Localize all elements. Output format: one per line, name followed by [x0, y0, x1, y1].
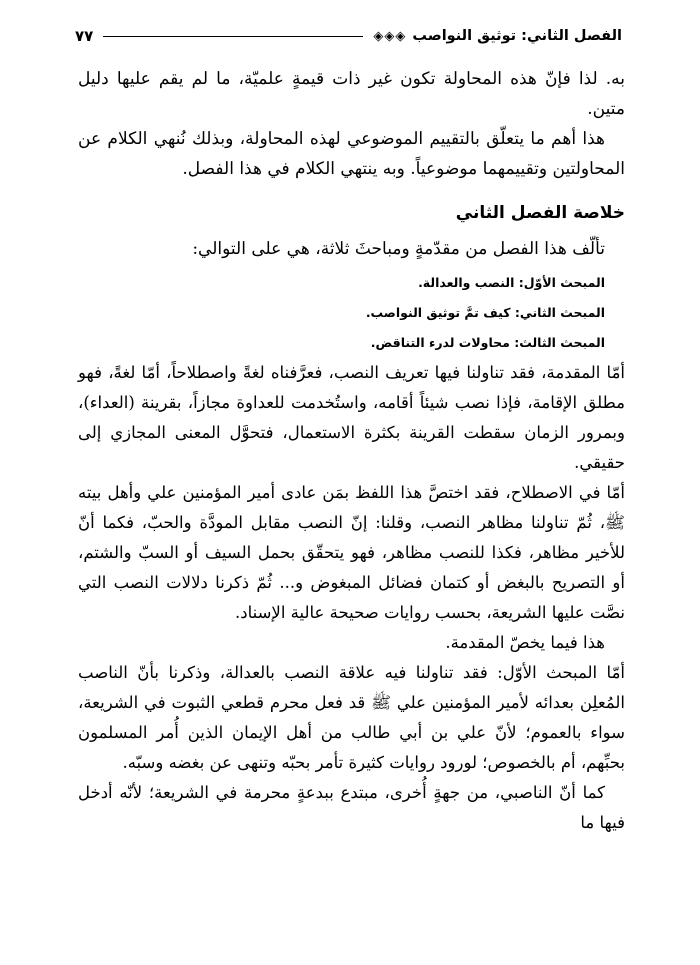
ornament-diamonds-icon: ◈◈◈	[373, 28, 407, 44]
paragraph-terminology-summary: أمّا في الاصطلاح، فقد اختصَّ هذا اللفظ بمَن عادى أمير المؤمنين علي وأهل بيته ﷺ، ثُمّ تناولنا مظاهر النصب، وقلنا: إنّ النصب مقابل المودَّة والحبّ، فكما أنّ للأخير مظاهر، فكذا للنصب مظاهر، فهو يتحقّق بحمل السيف أو السبّ والشتم، أو التصريح بالبغض أو كتمان فضائل المبغوض و... ثُمّ ذكرنا دلالات النصب التي نصَّت عليها الشريعة، بحسب روايات صحيحة عالية الإسناد.	[78, 483, 625, 622]
summary-text	[78, 358, 625, 838]
paragraph-short-note: هذا فيما يخصّ المقدمة.	[445, 633, 605, 652]
paragraph-introduction-summary: أمّا المقدمة، فقد تناولنا فيها تعريف النصب، فعرَّفناه لغةً واصطلاحاً، أمّا لغةً، فهو مطلق الإقامة، فإذا نصب شيئاً أقامه، واستُخدمت للعداوة مجازاً، بقرينة (العداء)، وبمرور الزمان سقطت القرينة بكثرة الاستعمال، فتحوَّل المعنى المجازي إلى حقيقي.	[78, 363, 625, 472]
topic-item: المبحث الثالث: محاولات لدرء التناقض.	[370, 335, 605, 350]
paragraph-conclusion: هذا أهم ما يتعلّق بالتقييم الموضوعي لهذه المحاولة، وبذلك نُنهي الكلام عن المحاولتين وتقييمهما موضوعياً. وبه ينتهي الكلام في هذا الفصل.	[78, 129, 625, 179]
header-rule	[103, 36, 363, 37]
paragraph-first-topic-summary: أمّا المبحث الأوّل: فقد تناولنا فيه علاقة النصب بالعدالة، وذكرنا بأنّ الناصب المُعلِن بعدائه لأمير المؤمنين علي ﷺ قد فعل محرم قطعي الثبوت في الشريعة، سواء بالعموم؛ لأنّ علي بن أبي طالب من أهل الإيمان الذين أُمر المسلمون بحبِّهم، أم بالخصوص؛ لورود روايات كثيرة تأمر بحبّه وتنهى عن بغضه وسبّه.	[78, 663, 625, 772]
page-header	[75, 22, 622, 50]
page-number: ٧٧	[75, 27, 94, 45]
paragraph-continued: كما أنّ الناصبي، من جهةٍ أُخرى، مبتدع ببدعةٍ محرمة في الشريعة؛ لأنّه أدخل فيها ما	[78, 783, 625, 832]
paragraph-continuation: به. لذا فإنّ هذه المحاولة تكون غير ذات قيمةٍ علميّة، ما لم يقم عليها دليل متين.	[78, 69, 625, 119]
section-heading: خلاصة الفصل الثاني	[455, 203, 625, 223]
page-body	[78, 64, 625, 838]
section-intro: تألّف هذا الفصل من مقدّمةٍ ومباحثَ ثلاثة، هي على التوالي:	[192, 239, 605, 259]
topic-item: المبحث الأوّل: النصب والعدالة.	[418, 275, 605, 290]
topic-item: المبحث الثاني: كيف تمَّ توثيق النواصب.	[365, 305, 605, 320]
running-title: الفصل الثاني: توثيق النواصب	[412, 28, 622, 44]
